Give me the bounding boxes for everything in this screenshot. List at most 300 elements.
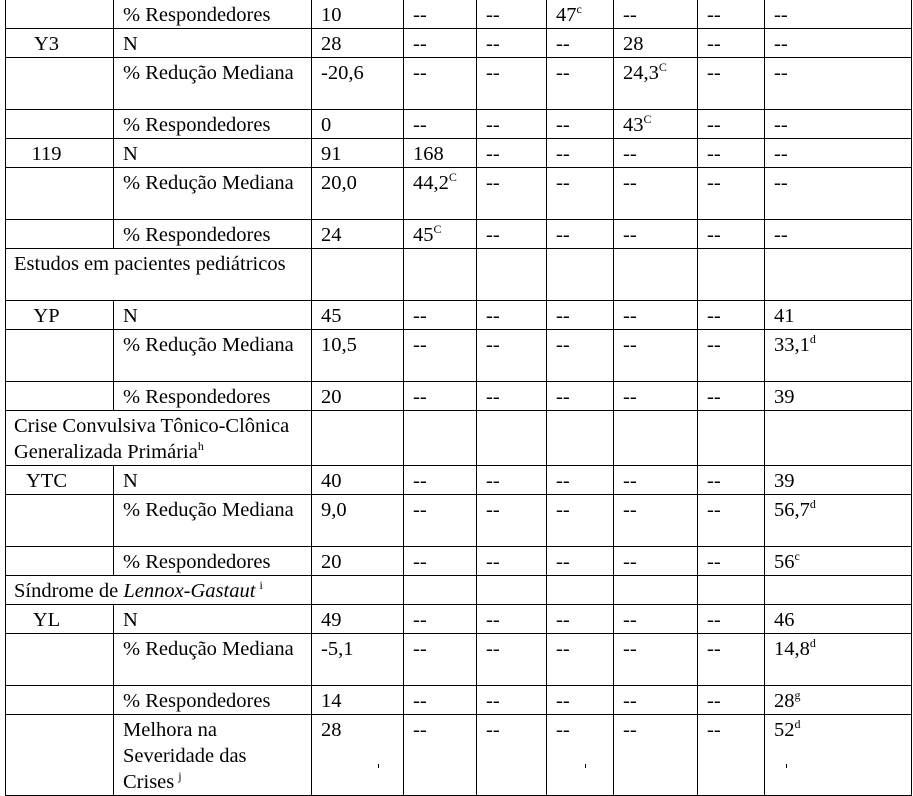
study-group — [6, 330, 114, 382]
value-cell — [547, 686, 614, 715]
value-cell — [614, 382, 698, 411]
cell-value: 49 — [321, 609, 342, 631]
cell-value: -- — [707, 114, 721, 136]
table-row — [6, 715, 912, 796]
cell-value: -- — [413, 499, 427, 521]
value-cell — [312, 605, 404, 634]
cell-value: -- — [486, 33, 500, 55]
cell-value: -- — [707, 62, 721, 84]
value-cell — [312, 220, 404, 249]
value-cell — [404, 495, 477, 547]
cell-value: 28 — [321, 719, 342, 741]
section-heading — [6, 576, 312, 605]
value-cell — [765, 466, 912, 495]
empty-cell — [614, 411, 698, 466]
value-cell — [765, 605, 912, 634]
table-row — [6, 110, 912, 139]
cell-value: 28 — [774, 690, 795, 712]
section-heading-italic: Lennox-Gastaut — [123, 580, 256, 602]
value-cell — [614, 686, 698, 715]
value-cell — [312, 29, 404, 58]
cell-value: -- — [556, 305, 570, 327]
cell-value: -- — [623, 334, 637, 356]
value-cell — [698, 466, 765, 495]
value-cell — [404, 330, 477, 382]
cell-value: -- — [413, 62, 427, 84]
cell-value: 20 — [321, 386, 342, 408]
value-cell — [312, 0, 404, 29]
empty-cell — [477, 576, 547, 605]
value-cell — [312, 58, 404, 110]
value-cell — [547, 466, 614, 495]
cell-value: -- — [707, 551, 721, 573]
value-cell — [404, 0, 477, 29]
table-row — [6, 495, 912, 547]
value-cell — [547, 382, 614, 411]
table-row — [6, 301, 912, 330]
value-cell — [765, 168, 912, 220]
value-cell — [312, 715, 404, 796]
value-cell — [698, 634, 765, 686]
value-cell — [765, 58, 912, 110]
footnote-marker: d — [809, 636, 816, 650]
value-cell — [614, 547, 698, 576]
cell-value: -- — [486, 114, 500, 136]
measure-text: % Respondedores — [123, 224, 271, 246]
cell-value: -- — [413, 114, 427, 136]
value-cell — [477, 605, 547, 634]
value-cell — [698, 110, 765, 139]
study-group — [6, 220, 114, 249]
cell-value: 20 — [321, 551, 342, 573]
value-cell — [404, 168, 477, 220]
value-cell — [765, 715, 912, 796]
table-row — [6, 58, 912, 110]
empty-cell — [765, 249, 912, 301]
table-row — [6, 382, 912, 411]
footnote-marker: d — [809, 497, 816, 511]
footnote-marker: C — [433, 222, 442, 236]
study-group — [6, 634, 114, 686]
empty-cell — [477, 249, 547, 301]
value-cell — [765, 220, 912, 249]
cell-value: -- — [486, 719, 500, 741]
value-cell — [547, 29, 614, 58]
value-cell — [404, 547, 477, 576]
value-cell — [477, 168, 547, 220]
cell-value: 20,0 — [321, 172, 357, 194]
value-cell — [477, 715, 547, 796]
footnote-marker: C — [643, 112, 652, 126]
cell-value: 14,8 — [774, 638, 810, 660]
cell-value: -- — [413, 386, 427, 408]
measure-label — [114, 382, 312, 411]
cell-value: 168 — [413, 143, 444, 165]
empty-cell — [614, 576, 698, 605]
cell-value: -- — [486, 499, 500, 521]
empty-cell — [547, 249, 614, 301]
value-cell — [614, 466, 698, 495]
empty-cell — [698, 249, 765, 301]
cell-value: -- — [623, 690, 637, 712]
measure-label — [114, 715, 312, 796]
value-cell — [312, 547, 404, 576]
measure-text: Melhora na Severidade das Crises — [123, 719, 247, 793]
cell-value: -- — [413, 551, 427, 573]
value-cell — [477, 686, 547, 715]
cell-value: -- — [486, 4, 500, 26]
value-cell — [765, 110, 912, 139]
value-cell — [765, 139, 912, 168]
section-heading-text: Estudos em pacientes pediátricos — [14, 253, 286, 275]
cell-value: -- — [707, 690, 721, 712]
study-group — [6, 495, 114, 547]
section-heading-text: Síndrome de — [14, 580, 124, 602]
value-cell — [547, 168, 614, 220]
value-cell — [698, 715, 765, 796]
value-cell — [477, 634, 547, 686]
cell-value: -- — [556, 143, 570, 165]
section-heading — [6, 411, 312, 466]
measure-label — [114, 330, 312, 382]
measure-label — [114, 58, 312, 110]
measure-label — [114, 110, 312, 139]
cell-value: -- — [413, 719, 427, 741]
value-cell — [404, 220, 477, 249]
value-cell — [404, 29, 477, 58]
value-cell — [477, 58, 547, 110]
study-group — [6, 110, 114, 139]
value-cell — [312, 168, 404, 220]
value-cell — [698, 686, 765, 715]
value-cell — [477, 301, 547, 330]
value-cell — [698, 139, 765, 168]
table-row — [6, 168, 912, 220]
cell-value: -- — [556, 638, 570, 660]
table-row — [6, 634, 912, 686]
value-cell — [765, 495, 912, 547]
cell-value: -- — [556, 62, 570, 84]
empty-cell — [312, 411, 404, 466]
measure-label — [114, 139, 312, 168]
cell-value: 24 — [321, 224, 342, 246]
study-group: YL — [6, 605, 114, 634]
footnote-marker: j — [178, 769, 182, 783]
value-cell — [698, 495, 765, 547]
measure-text: N — [123, 470, 138, 492]
value-cell — [477, 220, 547, 249]
measure-text: N — [123, 305, 138, 327]
cell-value: -- — [707, 609, 721, 631]
cell-value: -- — [486, 638, 500, 660]
cell-value: -- — [623, 551, 637, 573]
cell-value: 44,2 — [413, 172, 449, 194]
value-cell — [477, 110, 547, 139]
footnote-marker: c — [576, 2, 582, 16]
cell-value: -- — [707, 638, 721, 660]
study-group — [6, 168, 114, 220]
value-cell — [765, 634, 912, 686]
cell-value: -- — [623, 224, 637, 246]
empty-cell — [547, 411, 614, 466]
measure-label — [114, 301, 312, 330]
value-cell — [404, 466, 477, 495]
cell-value: 52 — [774, 719, 795, 741]
value-cell — [765, 0, 912, 29]
value-cell — [404, 634, 477, 686]
value-cell — [698, 29, 765, 58]
value-cell — [547, 495, 614, 547]
study-group — [6, 715, 114, 796]
empty-cell — [765, 576, 912, 605]
study-group — [6, 0, 114, 29]
value-cell — [614, 168, 698, 220]
cell-value: 45 — [321, 305, 342, 327]
value-cell — [765, 301, 912, 330]
table-row — [6, 139, 912, 168]
cell-value: 46 — [774, 609, 795, 631]
value-cell — [765, 382, 912, 411]
cell-value: 56 — [774, 551, 795, 573]
value-cell — [477, 382, 547, 411]
table-row — [6, 0, 912, 29]
section-row — [6, 576, 912, 605]
value-cell — [477, 330, 547, 382]
edge-tick — [378, 764, 379, 768]
table-row — [6, 220, 912, 249]
study-group: YP — [6, 301, 114, 330]
value-cell — [477, 139, 547, 168]
value-cell — [547, 58, 614, 110]
value-cell — [312, 466, 404, 495]
measure-label — [114, 634, 312, 686]
value-cell — [477, 466, 547, 495]
value-cell — [765, 686, 912, 715]
cell-value: -- — [707, 143, 721, 165]
cell-value: -- — [486, 172, 500, 194]
empty-cell — [404, 249, 477, 301]
value-cell — [698, 330, 765, 382]
cell-value: -- — [623, 143, 637, 165]
cell-value: -- — [774, 62, 788, 84]
value-cell — [547, 634, 614, 686]
cell-value: -- — [413, 638, 427, 660]
cell-value: -- — [707, 224, 721, 246]
value-cell — [312, 139, 404, 168]
empty-cell — [698, 411, 765, 466]
value-cell — [698, 605, 765, 634]
cell-value: -- — [486, 551, 500, 573]
measure-text: N — [123, 609, 138, 631]
cell-value: -- — [556, 551, 570, 573]
section-row — [6, 249, 912, 301]
footnote-marker: h — [197, 439, 204, 453]
measure-text: % Respondedores — [123, 690, 271, 712]
cell-value: 91 — [321, 143, 342, 165]
study-group: Y3 — [6, 29, 114, 58]
measure-text: % Redução Mediana — [123, 62, 294, 84]
cell-value: 33,1 — [774, 334, 810, 356]
cell-value: 41 — [774, 305, 795, 327]
cell-value: -20,6 — [321, 62, 364, 84]
cell-value: -- — [623, 719, 637, 741]
cell-value: 10,5 — [321, 334, 357, 356]
cell-value: -- — [486, 609, 500, 631]
study-group: YTC — [6, 466, 114, 495]
edge-tick — [786, 764, 787, 768]
measure-text: % Redução Mediana — [123, 499, 294, 521]
measure-text: % Respondedores — [123, 386, 271, 408]
value-cell — [477, 495, 547, 547]
cell-value: 40 — [321, 470, 342, 492]
measure-label — [114, 29, 312, 58]
value-cell — [765, 330, 912, 382]
value-cell — [614, 495, 698, 547]
empty-cell — [765, 411, 912, 466]
value-cell — [312, 382, 404, 411]
measure-label — [114, 495, 312, 547]
cell-value: 0 — [321, 114, 332, 136]
measure-label — [114, 547, 312, 576]
cell-value: 47 — [556, 4, 577, 26]
empty-cell — [698, 576, 765, 605]
measure-text: % Respondedores — [123, 114, 271, 136]
cell-value: -- — [486, 62, 500, 84]
cell-value: -- — [707, 719, 721, 741]
value-cell — [614, 29, 698, 58]
section-heading — [6, 249, 312, 301]
cell-value: -- — [774, 33, 788, 55]
footnote-marker: d — [809, 332, 816, 346]
cell-value: -- — [413, 334, 427, 356]
value-cell — [404, 605, 477, 634]
cell-value: -- — [623, 609, 637, 631]
empty-cell — [547, 576, 614, 605]
value-cell — [614, 139, 698, 168]
study-group — [6, 58, 114, 110]
cell-value: -5,1 — [321, 638, 354, 660]
cell-value: -- — [556, 33, 570, 55]
cell-value: 9,0 — [321, 499, 347, 521]
cell-value: -- — [707, 386, 721, 408]
value-cell — [698, 0, 765, 29]
cell-value: -- — [774, 172, 788, 194]
value-cell — [547, 0, 614, 29]
measure-text: % Respondedores — [123, 551, 271, 573]
cell-value: -- — [623, 305, 637, 327]
cell-value: 43 — [623, 114, 644, 136]
cell-value: 10 — [321, 4, 342, 26]
value-cell — [698, 220, 765, 249]
cell-value: -- — [707, 33, 721, 55]
value-cell — [312, 301, 404, 330]
cell-value: -- — [486, 305, 500, 327]
value-cell — [614, 715, 698, 796]
cell-value: -- — [623, 4, 637, 26]
cell-value: -- — [707, 4, 721, 26]
cell-value: -- — [774, 143, 788, 165]
value-cell — [404, 139, 477, 168]
cell-value: -- — [413, 4, 427, 26]
cell-value: -- — [486, 470, 500, 492]
section-heading-text: Crise Convulsiva Tônico-Clônica Generalizada Primária — [14, 415, 290, 463]
cell-value: -- — [556, 224, 570, 246]
cell-value: -- — [774, 224, 788, 246]
measure-label — [114, 168, 312, 220]
cell-value: -- — [413, 690, 427, 712]
table-row — [6, 547, 912, 576]
cell-value: -- — [486, 386, 500, 408]
value-cell — [765, 29, 912, 58]
cell-value: -- — [707, 172, 721, 194]
cell-value: -- — [707, 334, 721, 356]
cell-value: -- — [413, 609, 427, 631]
value-cell — [614, 110, 698, 139]
cell-value: -- — [556, 172, 570, 194]
cell-value: -- — [556, 114, 570, 136]
cell-value: -- — [707, 499, 721, 521]
study-group — [6, 382, 114, 411]
measure-text: % Redução Mediana — [123, 172, 294, 194]
empty-cell — [404, 411, 477, 466]
measure-text: % Respondedores — [123, 4, 271, 26]
value-cell — [312, 495, 404, 547]
value-cell — [614, 634, 698, 686]
value-cell — [404, 382, 477, 411]
measure-label — [114, 220, 312, 249]
cell-value: -- — [556, 690, 570, 712]
value-cell — [698, 58, 765, 110]
measure-text: % Redução Mediana — [123, 334, 294, 356]
cell-value: 39 — [774, 470, 795, 492]
section-row — [6, 411, 912, 466]
table-row — [6, 466, 912, 495]
footnote-marker: C — [658, 60, 667, 74]
cell-value: -- — [707, 470, 721, 492]
study-group: 119 — [6, 139, 114, 168]
cell-value: 24,3 — [623, 62, 659, 84]
measure-text: N — [123, 143, 138, 165]
value-cell — [547, 715, 614, 796]
next-row-edge — [0, 764, 913, 768]
results-table — [5, 0, 912, 796]
value-cell — [404, 110, 477, 139]
cell-value: -- — [623, 386, 637, 408]
empty-cell — [312, 249, 404, 301]
value-cell — [312, 110, 404, 139]
value-cell — [698, 168, 765, 220]
value-cell — [477, 547, 547, 576]
edge-tick — [585, 764, 586, 768]
cell-value: 45 — [413, 224, 434, 246]
value-cell — [614, 330, 698, 382]
cell-value: 28 — [623, 33, 644, 55]
value-cell — [477, 0, 547, 29]
table-row — [6, 29, 912, 58]
cell-value: -- — [556, 386, 570, 408]
measure-text: % Redução Mediana — [123, 638, 294, 660]
cell-value: -- — [556, 470, 570, 492]
cell-value: -- — [413, 305, 427, 327]
value-cell — [614, 605, 698, 634]
cell-value: -- — [774, 114, 788, 136]
value-cell — [547, 301, 614, 330]
cell-value: -- — [486, 143, 500, 165]
value-cell — [614, 220, 698, 249]
measure-text: N — [123, 33, 138, 55]
cell-value: -- — [623, 172, 637, 194]
value-cell — [765, 547, 912, 576]
